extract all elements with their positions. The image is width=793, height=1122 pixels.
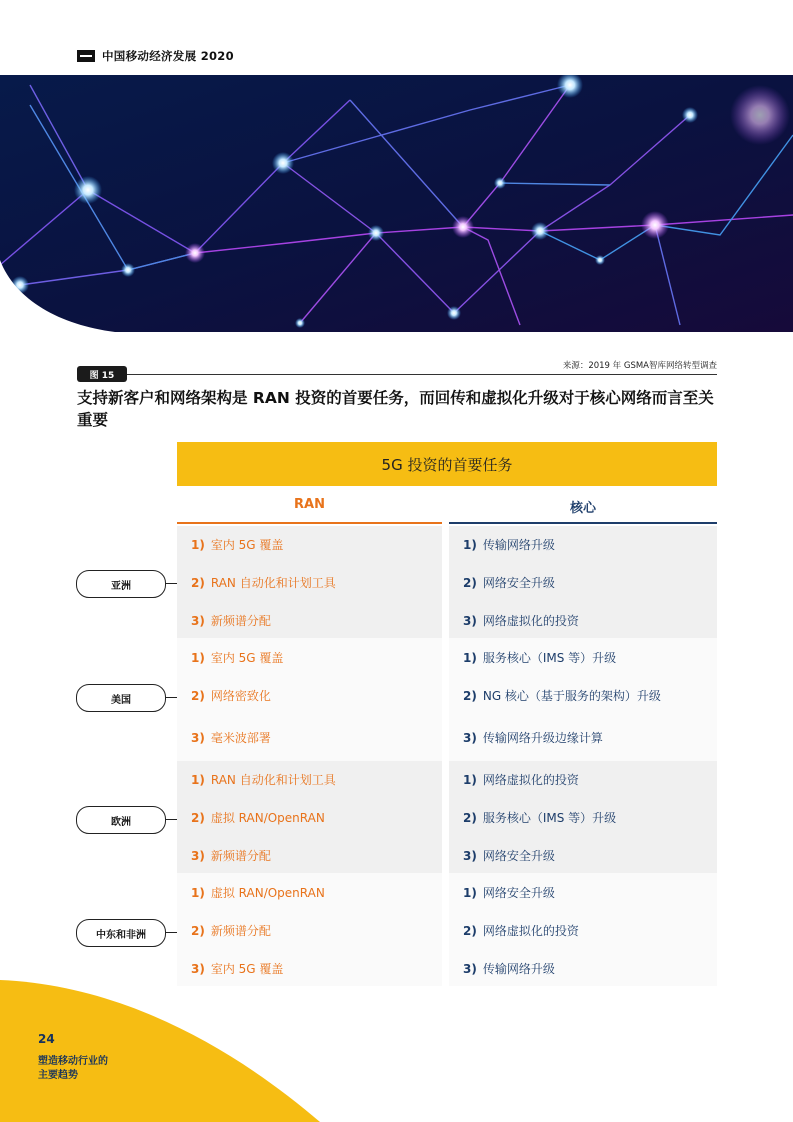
ran-item: [191, 613, 271, 629]
item-text: RAN 自动化和计划工具: [210, 576, 336, 590]
ran-item: [191, 575, 336, 591]
item-text: 室内 5G 覆盖: [210, 538, 284, 552]
item-rank: 1): [463, 651, 477, 665]
column-header-core: 核心: [569, 501, 596, 516]
item-text: 新频谱分配: [210, 849, 271, 863]
core-item: [463, 810, 616, 826]
item-rank: 2): [191, 811, 205, 825]
item-text: 毫米波部署: [210, 731, 271, 745]
report-title: 中国移动经济发展 2020: [102, 49, 234, 63]
item-rank: 1): [191, 773, 205, 787]
item-rank: 3): [463, 849, 477, 863]
core-item: [463, 537, 555, 553]
item-text: 服务核心（IMS 等）升级: [482, 811, 617, 825]
item-rank: 1): [463, 773, 477, 787]
ran-item: [191, 537, 283, 553]
item-rank: 2): [463, 689, 477, 703]
item-text: 传输网络升级边缘计算: [482, 731, 603, 745]
core-item: [463, 885, 555, 901]
item-rank: 1): [463, 538, 477, 552]
item-rank: 3): [191, 849, 205, 863]
core-item: [463, 613, 579, 629]
item-text: 室内 5G 覆盖: [210, 651, 284, 665]
figure-divider: [127, 374, 717, 375]
region-label-usa: 美国: [76, 684, 166, 712]
item-text: 网络安全升级: [482, 576, 555, 590]
item-rank: 3): [463, 731, 477, 745]
item-text: 网络虚拟化的投资: [482, 614, 579, 628]
core-item: [463, 923, 579, 939]
ran-item: [191, 885, 325, 901]
core-item: [463, 650, 616, 666]
item-text: 虚拟 RAN/OpenRAN: [210, 886, 325, 900]
region-connector: [165, 697, 177, 698]
item-text: NG 核心（基于服务的架构）升级: [482, 689, 661, 703]
region-connector: [165, 932, 177, 933]
ran-item: [191, 688, 271, 704]
ran-header-rule: [177, 522, 442, 524]
item-rank: 2): [463, 811, 477, 825]
item-rank: 1): [463, 886, 477, 900]
item-rank: 2): [463, 924, 477, 938]
core-item: [463, 730, 603, 746]
item-rank: 3): [191, 614, 205, 628]
core-item: [463, 688, 661, 704]
item-rank: 1): [191, 651, 205, 665]
core-header-rule: [449, 522, 717, 524]
ran-item: [191, 772, 336, 788]
item-text: 网络密致化: [210, 689, 271, 703]
ran-item: [191, 650, 283, 666]
core-item: [463, 575, 555, 591]
item-text: 新频谱分配: [210, 614, 271, 628]
item-rank: 1): [191, 886, 205, 900]
ran-item: [191, 810, 325, 826]
column-header-ran: RAN: [294, 497, 325, 512]
item-text: 网络虚拟化的投资: [482, 773, 579, 787]
core-item: [463, 772, 579, 788]
page-number: 24: [38, 1032, 55, 1046]
region-label-mea: 中东和非洲: [76, 919, 166, 947]
region-connector: [165, 583, 177, 584]
gsma-logo-icon: [77, 50, 95, 62]
figure-label: 图 15: [77, 366, 127, 382]
item-text: 虚拟 RAN/OpenRAN: [210, 811, 325, 825]
region-connector: [165, 819, 177, 820]
item-rank: 2): [191, 576, 205, 590]
item-rank: 3): [191, 962, 205, 976]
core-item: [463, 848, 555, 864]
item-text: 新频谱分配: [210, 924, 271, 938]
figure-title: 支持新客户和网络架构是 RAN 投资的首要任务，而回传和虚拟化升级对于核心网络而言至关重要: [77, 389, 714, 429]
item-rank: 3): [463, 962, 477, 976]
item-text: 传输网络升级: [482, 538, 555, 552]
ran-item: [191, 923, 271, 939]
table-heading: 5G 投资的首要任务: [177, 442, 717, 486]
region-label-asia: 亚洲: [76, 570, 166, 598]
ran-item: [191, 848, 271, 864]
item-rank: 2): [463, 576, 477, 590]
hero-network-image: [0, 75, 793, 332]
item-text: 室内 5G 覆盖: [210, 962, 284, 976]
item-text: 网络虚拟化的投资: [482, 924, 579, 938]
figure-source: 来源：2019 年 GSMA智库网络转型调查: [562, 361, 717, 371]
item-text: 服务核心（IMS 等）升级: [482, 651, 617, 665]
item-rank: 3): [463, 614, 477, 628]
item-text: 网络安全升级: [482, 886, 555, 900]
item-rank: 2): [191, 924, 205, 938]
core-item: [463, 961, 555, 977]
page-header: [77, 48, 234, 64]
section-title: 塑造移动行业的 主要趋势: [38, 1056, 108, 1081]
item-rank: 1): [191, 538, 205, 552]
item-rank: 2): [191, 689, 205, 703]
item-text: RAN 自动化和计划工具: [210, 773, 336, 787]
item-text: 传输网络升级: [482, 962, 555, 976]
item-rank: 3): [191, 731, 205, 745]
item-text: 网络安全升级: [482, 849, 555, 863]
ran-item: [191, 730, 271, 746]
region-label-europe: 欧洲: [76, 806, 166, 834]
